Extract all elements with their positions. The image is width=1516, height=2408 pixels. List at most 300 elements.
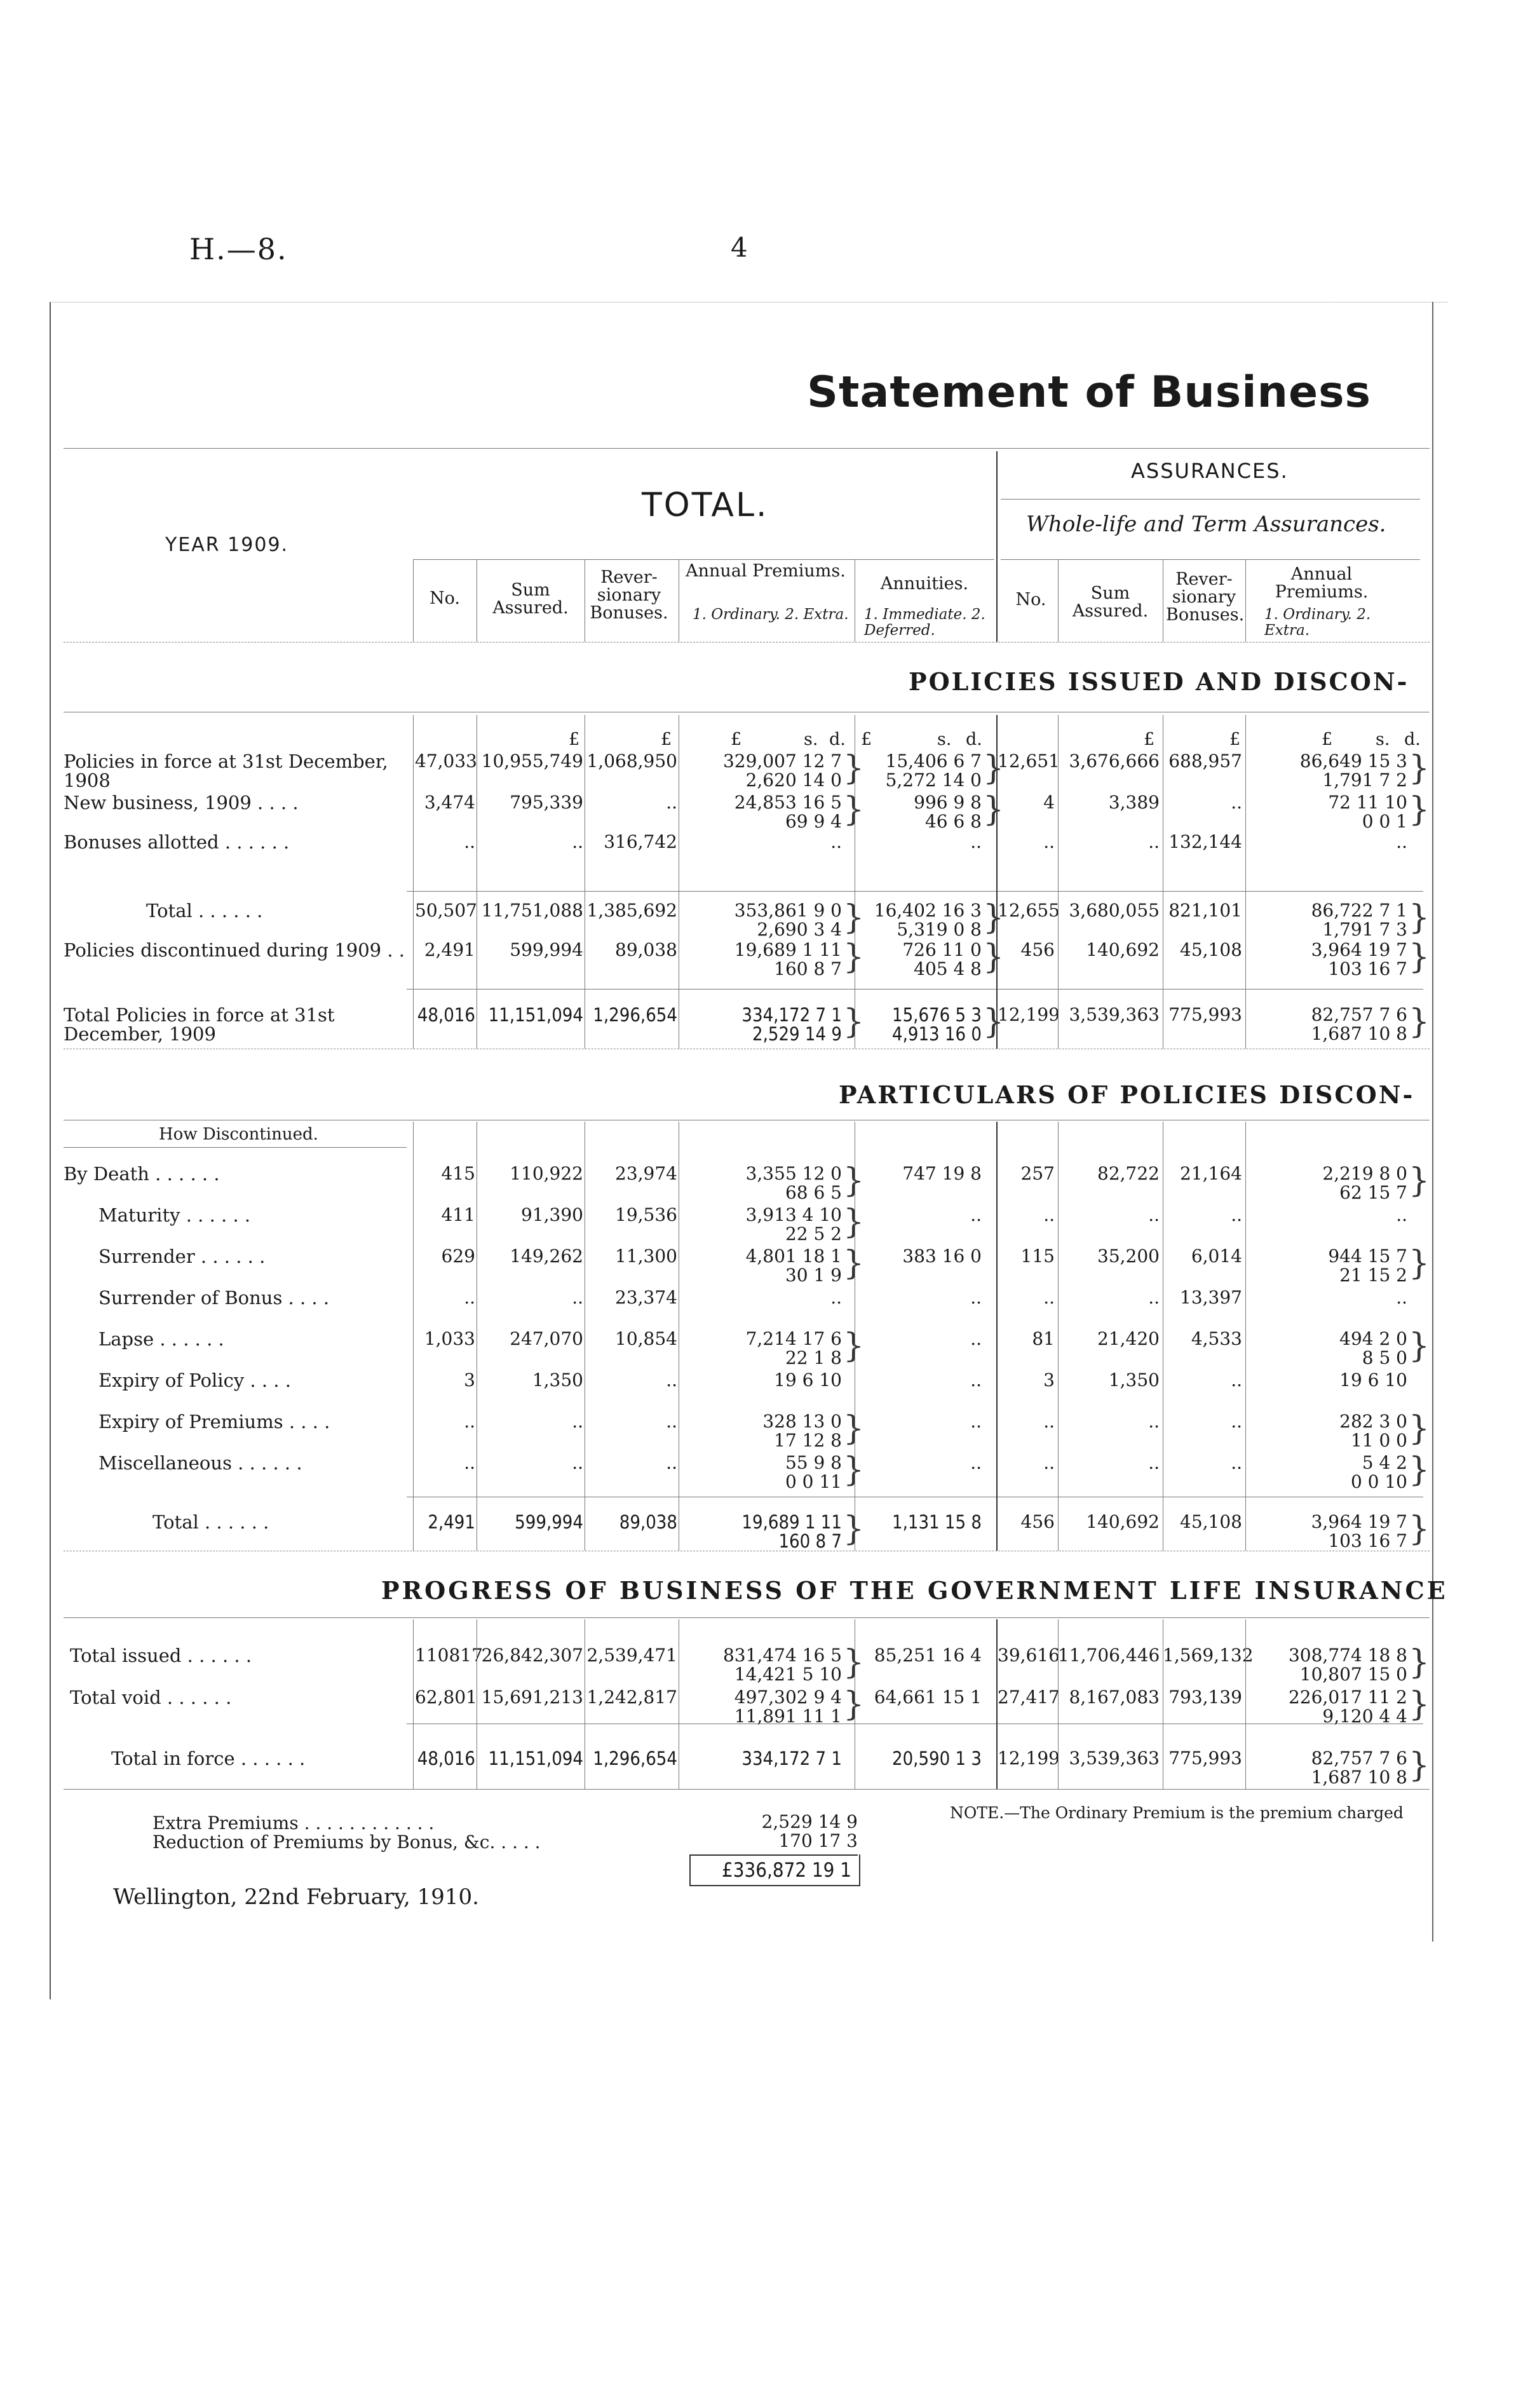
extras-label: Reduction of Premiums by Bonus, &c. . . . . [152,1832,541,1853]
cell-rev: 1,385,692 [586,900,677,921]
cell-prem: 19 6 10 [774,1370,842,1391]
row-label: Expiry of Premiums . . . . [98,1411,330,1432]
cell-prem: 353,861 9 0 [734,900,842,921]
cell-rev: 1,068,950 [586,751,677,772]
cell-wprem: 11 0 0 [1350,1430,1407,1451]
cell-wsum: 3,539,363 [1069,1004,1160,1025]
cell-ann: .. [970,1370,982,1391]
cell-prem: 19,689 1 11 [734,939,842,960]
cell-prem: 4,801 18 1 [745,1246,842,1267]
cell-wsum: .. [1148,831,1160,852]
cell-sum: 11,751,088 [481,900,583,921]
cell-prem: 30 1 9 [785,1265,842,1286]
cell-no: 629 [441,1246,475,1267]
cell-wprem: 944 15 7 [1328,1246,1407,1267]
cell-ann: 46 6 8 [924,811,982,832]
cell-rev: .. [666,792,677,813]
cell-wno: 12,651 [998,751,1060,772]
col-w-prem-sub: 1. Ordinary. 2. Extra. [1264,606,1371,639]
column-rule [996,1122,998,1551]
unit-pound: £ [1229,730,1241,749]
column-rule [1245,1619,1246,1789]
cell-wprem: 86,722 7 1 [1311,900,1407,921]
brace-icon: } [843,1327,865,1365]
cell-prem: 3,355 12 0 [745,1163,842,1184]
cell-ann: 15,406 6 7 [885,751,982,772]
cell-prem: 68 6 5 [785,1182,842,1203]
row-label: Miscellaneous . . . . . . [98,1452,302,1474]
cell-ann: 996 9 8 [914,792,982,813]
cell-wprem: 5 4 2 [1362,1452,1407,1473]
row-label: Total . . . . . . [152,1511,269,1533]
brace-icon: } [1409,1746,1430,1785]
cell-prem: 19,689 1 11 [741,1511,842,1533]
col-annuities: Annuities. [880,574,969,594]
cell-sum: .. [572,1287,583,1308]
row-label: Total void . . . . . . [70,1687,232,1708]
whole-life-label: Whole-life and Term Assurances. [1026,512,1386,537]
rule [1001,559,1420,560]
row-label: Expiry of Policy . . . . [98,1370,291,1391]
column-rule [1058,715,1059,1049]
cell-no: 3 [464,1370,475,1391]
cell-ann: 5,272 14 0 [885,770,982,791]
cell-ann: 747 19 8 [902,1163,982,1184]
cell-prem: 160 8 7 [774,958,842,979]
cell-no: 48,016 [417,1004,475,1026]
cell-sum: 110,922 [510,1163,583,1184]
brace-icon: } [843,899,865,937]
cell-wsum: 3,680,055 [1069,900,1160,921]
unit-pound: £ [1322,730,1333,749]
cell-prem: 497,302 9 4 [734,1687,842,1708]
cell-wprem: 1,687 10 8 [1311,1767,1407,1788]
cell-wrev: .. [1231,792,1242,813]
row-label: Surrender of Bonus . . . . [98,1287,330,1309]
brace-icon: } [843,749,865,787]
brace-icon: } [843,1510,865,1548]
cell-prem: .. [830,1287,842,1308]
cell-sum: 599,994 [510,939,583,960]
brace-icon: } [843,1003,865,1041]
row-label: Policies discontinued during 1909 . . [64,939,405,961]
cell-rev: .. [666,1411,677,1432]
total-label: TOTAL. [642,486,769,524]
cell-wno: 12,199 [998,1004,1060,1025]
footer-place-date: Wellington, 22nd February, 1910. [113,1884,479,1910]
cell-sum: 10,955,749 [481,751,583,772]
cell-wprem: 1,791 7 2 [1322,770,1407,791]
cell-wrev: 793,139 [1168,1687,1242,1708]
cell-wrev: 6,014 [1191,1246,1242,1267]
cell-prem: 334,172 7 1 [741,1748,842,1769]
cell-ann: .. [970,1411,982,1432]
cell-wno: 12,655 [998,900,1060,921]
brace-icon: } [1409,1451,1430,1489]
cell-wno: 39,616 [998,1645,1060,1666]
cell-ann: 64,661 15 1 [874,1687,982,1708]
cell-sum: 149,262 [510,1246,583,1267]
cell-no: 50,507 [415,900,477,921]
cell-prem: 2,529 14 9 [752,1023,842,1045]
unit-pound: £ [861,730,872,749]
cell-prem: .. [830,831,842,852]
brace-icon: } [1409,1510,1430,1548]
how-discontinued-label: How Discontinued. [159,1125,318,1144]
cell-wrev: 45,108 [1180,1511,1242,1532]
cell-sum: .. [572,831,583,852]
col-w-rev: Rever-sionary Bonuses. [1166,569,1245,625]
cell-rev: 89,038 [619,1511,677,1533]
brace-icon: } [1409,1162,1430,1200]
brace-icon: } [983,899,1005,937]
cell-wprem: 9,120 4 4 [1322,1706,1407,1727]
cell-wprem: 103 16 7 [1328,1530,1407,1551]
column-rule [413,1122,414,1551]
cell-rev: 23,374 [615,1287,677,1308]
cell-wprem: 1,791 7 3 [1322,919,1407,940]
unit-pound: £ [661,730,672,749]
rule [64,642,1430,643]
brace-icon: } [1409,1003,1430,1041]
cell-wrev: 775,993 [1168,1748,1242,1769]
cell-sum: 91,390 [521,1204,583,1225]
rule [64,448,1430,449]
cell-wprem: 3,964 19 7 [1311,1511,1407,1532]
cell-prem: 22 5 2 [785,1223,842,1244]
cell-no: 62,801 [415,1687,477,1708]
brace-icon: } [1409,938,1430,976]
col-reversionary: Rever-sionary Bonuses. [590,568,668,623]
rule [64,1147,407,1148]
cell-wprem: 72 11 10 [1328,792,1407,813]
cell-wprem: 19 6 10 [1339,1370,1407,1391]
cell-wprem: 103 16 7 [1328,958,1407,979]
section-policies-issued: POLICIES ISSUED AND DISCON- [909,667,1409,696]
rule [64,1789,1430,1790]
cell-sum: 15,691,213 [481,1687,583,1708]
brace-icon: } [1409,1685,1430,1724]
cell-prem: 3,913 4 10 [745,1204,842,1225]
cell-rev: 316,742 [604,831,677,852]
cell-wsum: 3,676,666 [1069,751,1160,772]
column-rule [1058,1619,1059,1789]
cell-wno: .. [1043,1204,1055,1225]
cell-wprem: 3,964 19 7 [1311,939,1407,960]
rule [64,1617,1430,1618]
row-label: Total issued . . . . . . [70,1645,252,1666]
cell-rev: 2,539,471 [586,1645,677,1666]
cell-wsum: 140,692 [1086,1511,1160,1532]
col-w-sum: Sum Assured. [1072,583,1149,621]
cell-rev: 1,296,654 [593,1004,677,1026]
cell-wprem: 10,807 15 0 [1299,1664,1407,1685]
divider [1245,559,1246,642]
cell-rev: 10,854 [615,1328,677,1349]
rule [407,891,1423,892]
cell-rev: .. [666,1370,677,1391]
cell-wprem: 0 0 10 [1350,1471,1407,1492]
unit-s: s. [1376,730,1390,749]
cell-ann: .. [970,1328,982,1349]
cell-wprem: 8 5 0 [1362,1347,1407,1368]
row-label: New business, 1909 . . . . [64,792,299,813]
brace-icon: } [843,1451,865,1489]
cell-wsum: 3,539,363 [1069,1748,1160,1769]
cell-wprem: 2,219 8 0 [1322,1163,1407,1184]
extras-value: 2,529 14 9 [761,1811,858,1832]
cell-wsum: 11,706,446 [1058,1645,1160,1666]
col-no: No. [430,588,460,608]
column-rule [1245,1122,1246,1551]
row-label: By Death . . . . . . [64,1163,220,1185]
cell-sum: 11,151,094 [488,1004,583,1026]
cell-no: 3,474 [424,792,475,813]
cell-ann: 16,402 16 3 [874,900,982,921]
col-w-prem: Annual Premiums. [1275,564,1369,602]
cell-ann: 20,590 1 3 [891,1748,982,1769]
column-rule [996,715,998,1049]
cell-ann: 405 4 8 [914,958,982,979]
cell-prem: 7,214 17 6 [745,1328,842,1349]
cell-wrev: .. [1231,1452,1242,1473]
unit-d: d. [1404,730,1421,749]
cell-no: 2,491 [428,1511,475,1533]
cell-prem: 22 1 8 [785,1347,842,1368]
row-label: Surrender . . . . . . [98,1246,266,1267]
cell-prem: 0 0 11 [785,1471,842,1492]
cell-wsum: .. [1148,1287,1160,1308]
cell-sum: 1,350 [532,1370,583,1391]
cell-prem: 24,853 16 5 [734,792,842,813]
row-label: Total . . . . . . [146,900,263,922]
cell-wrev: 21,164 [1180,1163,1242,1184]
cell-wno: .. [1043,1287,1055,1308]
brace-icon: } [843,1203,865,1241]
section-particulars: PARTICULARS OF POLICIES DISCON- [839,1080,1415,1109]
row-label: Total Policies in force at 31st December, 1909 [64,1004,335,1045]
cell-wprem: 1,687 10 8 [1311,1023,1407,1044]
cell-wprem: 282 3 0 [1339,1411,1407,1432]
note: NOTE.—The Ordinary Premium is the premium charged [950,1804,1404,1822]
cell-ann: 726 11 0 [902,939,982,960]
grand-total: £336,872 19 1 [722,1859,851,1882]
brace-icon: } [843,1410,865,1448]
cell-no: 415 [441,1163,475,1184]
cell-no: .. [464,831,475,852]
cell-sum: 26,842,307 [481,1645,583,1666]
cell-prem: 69 9 4 [785,811,842,832]
extras-value: 170 17 3 [778,1830,858,1851]
cell-prem: 329,007 12 7 [722,751,842,772]
cell-ann: 1,131 15 8 [891,1511,982,1533]
cell-wno: 456 [1020,1511,1055,1532]
brace-icon: } [1409,1410,1430,1448]
cell-wprem: .. [1396,1204,1407,1225]
row-label: Bonuses allotted . . . . . . [64,831,290,853]
cell-wno: 12,199 [998,1748,1060,1769]
unit-pound: £ [569,730,580,749]
cell-sum: 795,339 [510,792,583,813]
cell-wprem: 82,757 7 6 [1311,1748,1407,1769]
brace-icon: } [983,749,1005,787]
cell-wsum: 1,350 [1108,1370,1160,1391]
brace-icon: } [1409,791,1430,829]
cell-no: 2,491 [424,939,475,960]
cell-wsum: .. [1148,1452,1160,1473]
cell-wrev: 132,144 [1168,831,1242,852]
column-rule [413,715,414,1049]
cell-no: .. [464,1452,475,1473]
col-annual-sub: 1. Ordinary. 2. Extra. [693,606,849,623]
column-rule [1245,715,1246,1049]
divider [413,559,414,642]
col-annuities-sub: 1. Immediate. 2. Deferred. [864,606,985,639]
cell-rev: 11,300 [615,1246,677,1267]
column-rule [413,1619,414,1789]
cell-wrev: 775,993 [1168,1004,1242,1025]
cell-wno: 27,417 [998,1687,1060,1708]
cell-wsum: 8,167,083 [1069,1687,1160,1708]
column-rule [996,1619,998,1789]
cell-wsum: 3,389 [1108,792,1160,813]
cell-no: .. [464,1411,475,1432]
cell-sum: 599,994 [515,1511,583,1533]
cell-wrev: 45,108 [1180,939,1242,960]
cell-wrev: 1,569,132 [1163,1645,1254,1666]
cell-wprem: 308,774 18 8 [1288,1645,1407,1666]
cell-no: 1,033 [424,1328,475,1349]
brace-icon: } [843,1244,865,1282]
col-w-no: No. [1015,590,1046,609]
cell-wsum: 82,722 [1097,1163,1160,1184]
divider [1058,559,1059,642]
cell-prem: 17 12 8 [774,1430,842,1451]
cell-prem: 831,474 16 5 [722,1645,842,1666]
brace-icon: } [843,791,865,829]
cell-prem: 160 8 7 [778,1530,842,1552]
cell-wno: .. [1043,1411,1055,1432]
cell-ann: 85,251 16 4 [874,1645,982,1666]
cell-no: 47,033 [415,751,477,772]
cell-wsum: .. [1148,1204,1160,1225]
cell-ann: 5,319 0 8 [897,919,982,940]
unit-pound: £ [1144,730,1155,749]
cell-prem: 2,690 3 4 [757,919,842,940]
cell-wprem: 21 15 2 [1339,1265,1407,1286]
brace-icon: } [843,938,865,976]
cell-wno: 81 [1032,1328,1055,1349]
brace-icon: } [1409,899,1430,937]
cell-rev: 1,242,817 [586,1687,677,1708]
cell-no: .. [464,1287,475,1308]
cell-ann: 383 16 0 [902,1246,982,1267]
cell-wprem: 62 15 7 [1339,1182,1407,1203]
rule [407,989,1423,990]
cell-wno: 456 [1020,939,1055,960]
col-sum-assured: Sum Assured. [492,580,569,618]
cell-wno: .. [1043,831,1055,852]
cell-sum: 247,070 [510,1328,583,1349]
row-label: Maturity . . . . . . [98,1204,251,1226]
cell-wprem: .. [1396,1287,1407,1308]
row-label: Policies in force at 31st December, 1908 [64,751,388,791]
cell-wprem: 226,017 11 2 [1288,1687,1407,1708]
cell-wno: 3 [1043,1370,1055,1391]
cell-wrev: 821,101 [1168,900,1242,921]
unit-d: d. [829,730,846,749]
cell-ann: 4,913 16 0 [891,1023,982,1045]
cell-wprem: .. [1396,831,1407,852]
cell-no: 411 [441,1204,475,1225]
brace-icon: } [843,1685,865,1724]
unit-d: d. [966,730,982,749]
cell-wrev: .. [1231,1411,1242,1432]
cell-rev: 1,296,654 [593,1748,677,1769]
brace-icon: } [1409,1244,1430,1282]
cell-prem: 334,172 7 1 [741,1004,842,1026]
brace-icon: } [983,938,1005,976]
cell-wprem: 86,649 15 3 [1299,751,1407,772]
brace-icon: } [983,791,1005,829]
cell-rev: 23,974 [615,1163,677,1184]
row-label: Lapse . . . . . . [98,1328,224,1350]
col-annual-premiums: Annual Premiums. [686,561,846,581]
cell-ann: 15,676 5 3 [891,1004,982,1026]
cell-sum: .. [572,1452,583,1473]
cell-wprem: 82,757 7 6 [1311,1004,1407,1025]
cell-wprem: 0 0 1 [1362,811,1407,832]
cell-rev: 19,536 [615,1204,677,1225]
cell-wprem: 494 2 0 [1339,1328,1407,1349]
cell-wno: 257 [1020,1163,1055,1184]
brace-icon: } [1409,749,1430,787]
rule [1001,499,1420,500]
unit-s: s. [937,730,952,749]
cell-rev: 89,038 [615,939,677,960]
extras-label: Extra Premiums . . . . . . . . . . . . [152,1813,435,1833]
brace-icon: } [843,1162,865,1200]
page-frame [50,302,1447,1999]
cell-sum: 11,151,094 [488,1748,583,1769]
row-label: Total in force . . . . . . [111,1748,306,1769]
cell-ann: .. [970,1452,982,1473]
cell-prem: 2,620 14 0 [745,770,842,791]
cell-no: 48,016 [417,1748,475,1769]
brace-icon: } [1409,1643,1430,1682]
assurances-label: ASSURANCES. [1131,459,1289,483]
cell-wrev: .. [1231,1204,1242,1225]
section-progress: PROGRESS OF BUSINESS OF THE GOVERNMENT LIFE INSURANCE [381,1576,1448,1605]
column-rule [1058,1122,1059,1551]
cell-prem: 55 9 8 [785,1452,842,1473]
cell-wsum: 21,420 [1097,1328,1160,1349]
unit-s: s. [804,730,818,749]
cell-wrev: 688,957 [1168,751,1242,772]
cell-wrev: 13,397 [1180,1287,1242,1308]
brace-icon: } [983,1003,1005,1041]
cell-ann: .. [970,1204,982,1225]
cell-no: 110817 [415,1645,483,1666]
brace-icon: } [843,1643,865,1682]
cell-wsum: 140,692 [1086,939,1160,960]
cell-wsum: .. [1148,1411,1160,1432]
page-frame-right [1432,302,1433,1942]
cell-wno: 4 [1043,792,1055,813]
page-title: Statement of Business [807,367,1372,418]
divider [996,451,998,642]
cell-wno: 115 [1020,1246,1055,1267]
